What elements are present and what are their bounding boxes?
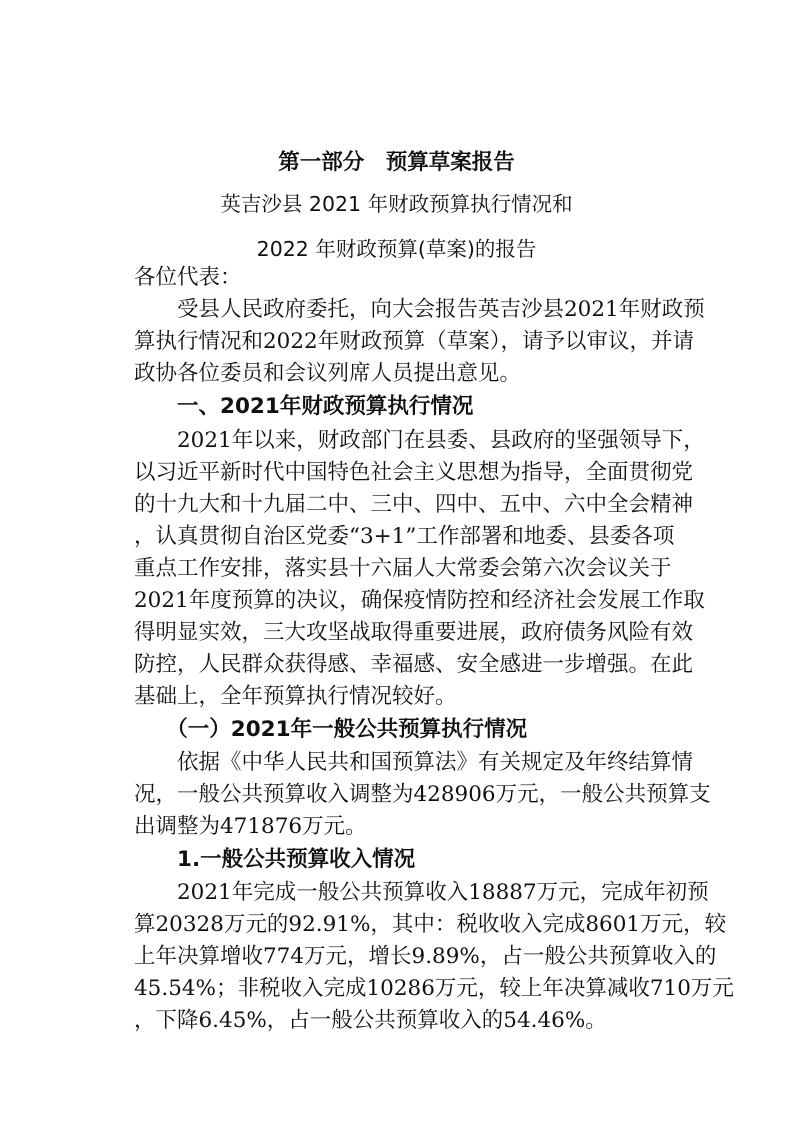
report-title-line-2: 2022 年财政预算(草案)的报告 <box>256 237 537 261</box>
greeting: 各位代表： <box>134 265 242 290</box>
paragraph-line: 算执行情况和2022年财政预算（草案），请予以审议，并请 <box>134 329 694 354</box>
paragraph-line: 2021年以来，财政部门在县委、县政府的坚强领导下， <box>134 428 705 453</box>
paragraph-line: ，认真贯彻自治区党委“3+1”工作部署和地委、县委各项 <box>134 524 675 549</box>
report-title-line-1: 英吉沙县 2021 年财政预算执行情况和 <box>220 192 573 216</box>
paragraph-line: 2021年度预算的决议，确保疫情防控和经济社会发展工作取 <box>134 588 705 613</box>
part-title: 第一部分 预算草案报告 <box>278 150 515 175</box>
subsection-heading: （一）2021年一般公共预算执行情况 <box>134 717 528 742</box>
paragraph-line: 出调整为471876万元。 <box>134 814 367 839</box>
paragraph-line: 2021年完成一般公共预算收入18887万元，完成年初预 <box>134 880 709 905</box>
section-heading: 一、2021年财政预算执行情况 <box>134 394 474 419</box>
paragraph-line: ，下降6.45%，占一般公共预算收入的54.46%。 <box>134 1008 607 1033</box>
paragraph-line: 重点工作安排，落实县十六届人大常委会第六次会议关于 <box>134 556 672 581</box>
paragraph-line: 得明显实效，三大攻坚战取得重要进展，政府债务风险有效 <box>134 620 694 645</box>
paragraph-line: 依据《中华人民共和国预算法》有关规定及年终结算情 <box>134 750 694 775</box>
paragraph-line: 受县人民政府委托，向大会报告英吉沙县2021年财政预 <box>134 297 705 322</box>
paragraph-line: 政协各位委员和会议列席人员提出意见。 <box>134 361 522 386</box>
paragraph-line: 防控，人民群众获得感、幸福感、安全感进一步增强。在此 <box>134 652 694 677</box>
subsection-heading: 1.一般公共预算收入情况 <box>134 847 416 872</box>
paragraph-line: 上年决算增收774万元，增长9.89%，占一般公共预算收入的 <box>134 944 717 969</box>
paragraph-line: 算20328万元的92.91%，其中：税收收入完成8601万元，较 <box>134 912 727 937</box>
paragraph-line: 以习近平新时代中国特色社会主义思想为指导，全面贯彻党 <box>134 460 694 485</box>
paragraph-line: 45.54%；非税收入完成10286万元，较上年决算减收710万元 <box>134 976 734 1001</box>
paragraph-line: 的十九大和十九届二中、三中、四中、五中、六中全会精神 <box>134 492 694 517</box>
paragraph-line: 况，一般公共预算收入调整为428906万元，一般公共预算支 <box>134 782 711 807</box>
paragraph-line: 基础上，全年预算执行情况较好。 <box>134 684 457 709</box>
